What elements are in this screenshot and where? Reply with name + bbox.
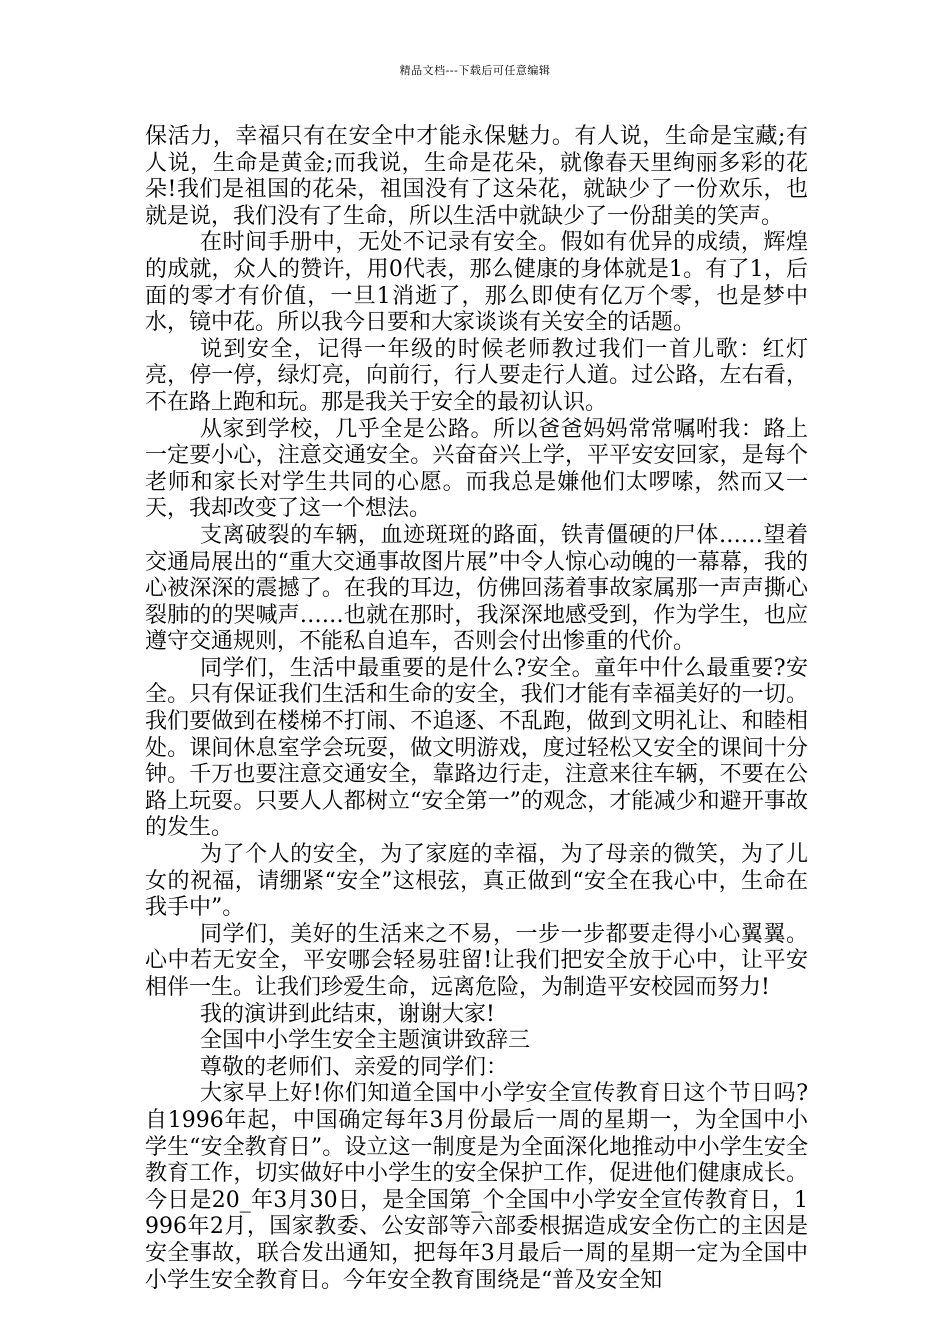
salutation: 尊敬的老师们、亲爱的同学们：	[200, 1054, 509, 1080]
page-header: 精品文档---下载后可任意编辑	[399, 64, 551, 77]
paragraph: 说到安全，记得一年级的时候老师教过我们一首儿歌：红灯亮，停一停，绿灯亮，向前行，行人要走行人道。过公路，左右看，不在路上跑和玩。那是我关于安全的最初认识。	[145, 336, 808, 415]
paragraph: 保活力，幸福只有在安全中才能永保魅力。有人说，生命是宝藏;有人说，生命是黄金;而我说，生命是花朵，就像春天里绚丽多彩的花朵!我们是祖国的花朵，祖国没有了这朵花，就缺少了一份欢乐，也就是说，我们没有了生命，所以生活中就缺少了一份甜美的笑声。	[145, 124, 808, 229]
paragraph: 从家到学校，几乎全是公路。所以爸爸妈妈常常嘱咐我：路上一定要小心，注意交通安全。兴奋奋兴上学，平平安安回家，是每个老师和家长对学生共同的心愿。而我总是嫌他们太啰嗦，然而又一天，我却改变了这一个想法。	[145, 416, 808, 522]
paragraph: 为了个人的安全，为了家庭的幸福，为了母亲的微笑，为了儿女的祝福，请绷紧“安全”这根弦，真正做到“安全在我心中，生命在我手中”。	[145, 842, 808, 921]
paragraph: 支离破裂的车辆，血迹斑斑的路面，铁青僵硬的尸体……望着交通局展出的“重大交通事故图片展”中令人惊心动魄的一幕幕，我的心被深深的震撼了。在我的耳边，仿佛回荡着事故家属那一声声撕心裂肺的的哭喊声……也就在那时，我深深地感受到，作为学生，也应遵守交通规则，不能私自追车，否则会付出惨重的代价。	[145, 522, 808, 655]
paragraph: 同学们，美好的生活来之不易，一步一步都要走得小心翼翼。心中若无安全，平安哪会轻易驻留!让我们把安全放于心中，让平安相伴一生。让我们珍爱生命，远离危险，为制造平安校园而努力!	[145, 921, 808, 1000]
paragraph: 大家早上好!你们知道全国中小学安全宣传教育日这个节日吗?自1996年起，中国确定每年3月份最后一周的星期一，为全国中小学生“安全教育日”。设立这一制度是为全面深化地推动中小学生安全教育工作，切实做好中小学生的安全保护工作，促进他们健康成长。今日是20_年3月30日，是全国第_个全国中小学安全宣传教育日，1996年2月，国家教委、公安部等六部委根据造成安全伤亡的主因是安全事故，联合发出通知，把每年3月最后一周的星期一定为全国中小学生安全教育日。今年安全教育围绕是“普及安全知	[145, 1081, 808, 1293]
document-body	[145, 124, 808, 1294]
section-title: 全国中小学生安全主题演讲致辞三	[200, 1028, 531, 1054]
closing-line: 我的演讲到此结束，谢谢大家!	[200, 1001, 495, 1027]
paragraph: 同学们，生活中最重要的是什么?安全。童年中什么最重要?安全。只有保证我们生活和生命的安全，我们才能有幸福美好的一切。我们要做到在楼梯不打闹、不追逐、不乱跑，做到文明礼让、和睦相处。课间休息室学会玩耍，做文明游戏，度过轻松又安全的课间十分钟。千万也要注意交通安全，靠路边行走，注意来往车辆，不要在公路上玩耍。只要人人都树立“安全第一”的观念，才能减少和避开事故的发生。	[145, 655, 808, 841]
paragraph: 在时间手册中，无处不记录有安全。假如有优异的成绩，辉煌的成就，众人的赞许，用0代表，那么健康的身体就是1。有了1，后面的零才有价值，一旦1消逝了，那么即使有亿万个零，也是梦中水，镜中花。所以我今日要和大家谈谈有关安全的话题。	[145, 230, 808, 336]
